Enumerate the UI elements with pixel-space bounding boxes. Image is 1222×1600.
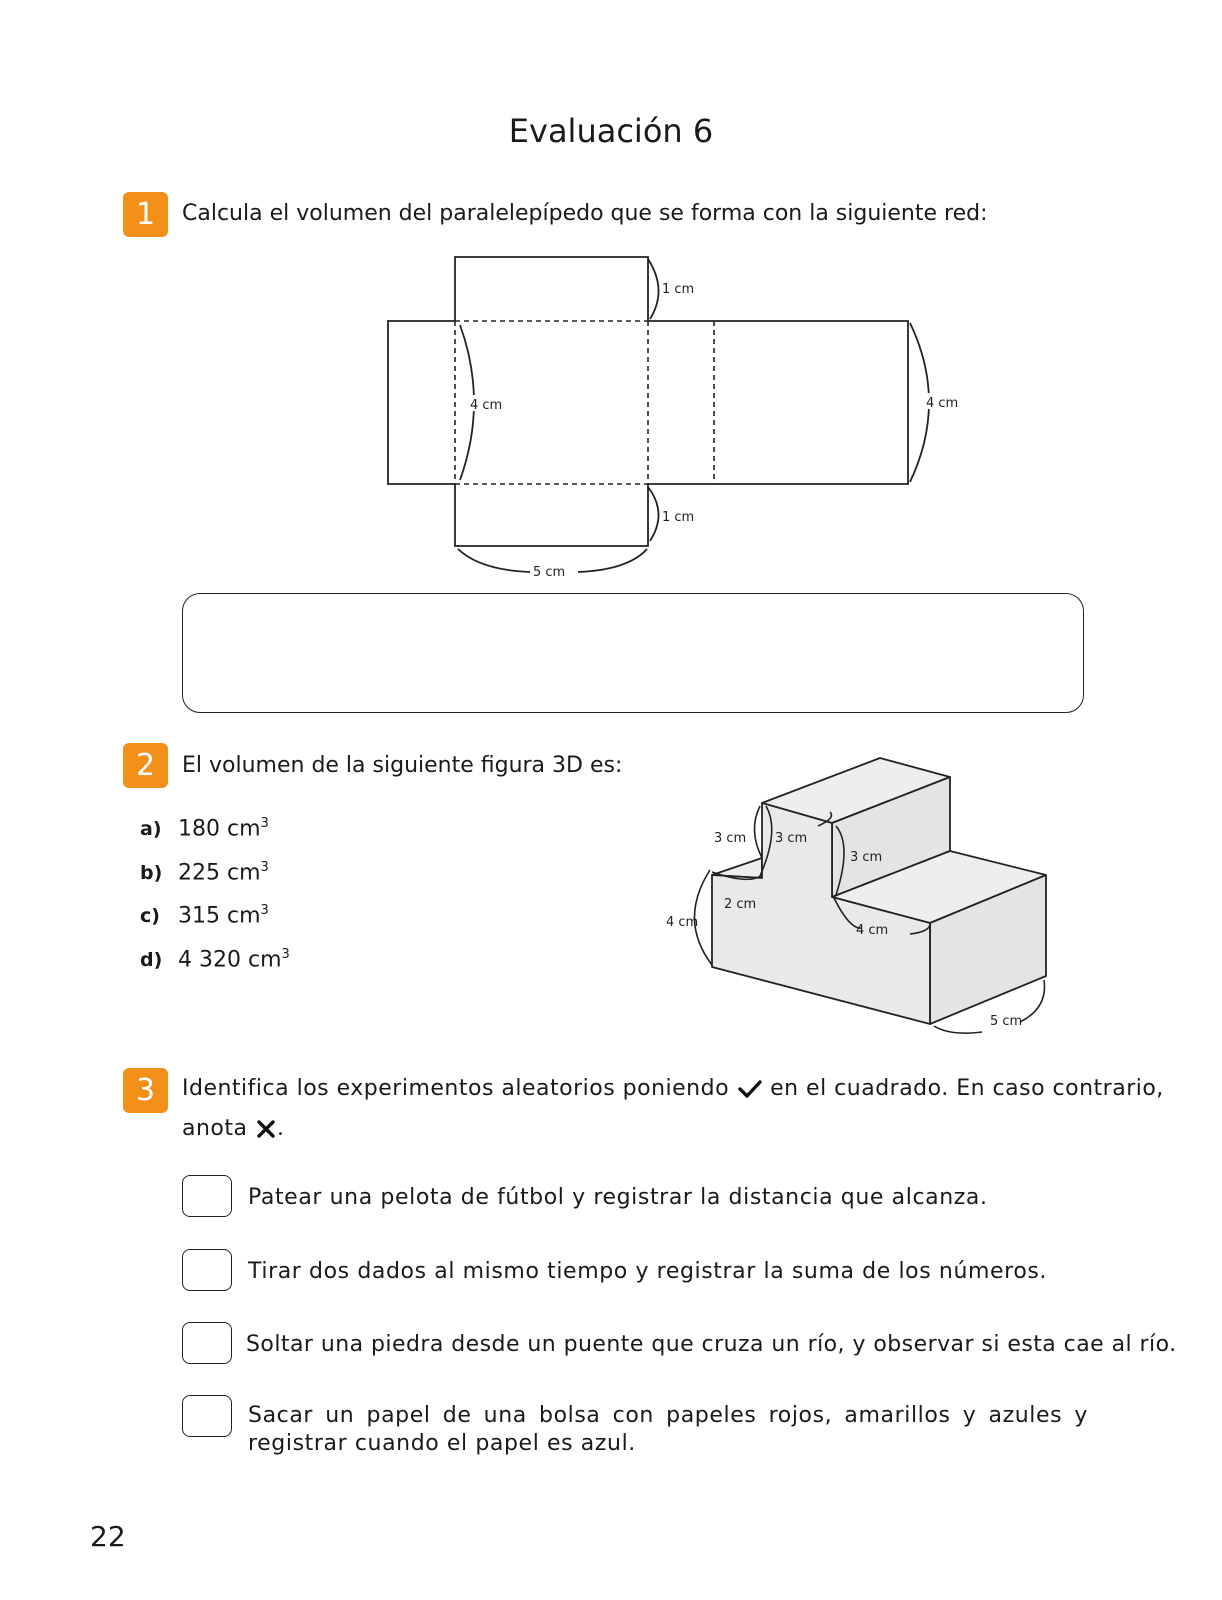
option-a-value: 180 cm [178,816,261,842]
option-b-exp: 3 [260,860,269,875]
net-label-top-height: 1 cm [662,282,695,297]
question-1-badge: 1 [123,192,168,237]
option-c-value: 315 cm [178,903,261,929]
option-c-letter: c) [140,905,160,928]
cross-icon [255,1118,277,1140]
option-b-letter: b) [140,862,163,885]
fig-label-5: 4 cm [666,915,699,930]
checkbox-item-1[interactable] [182,1175,232,1217]
option-d-letter: d) [140,949,163,972]
net-label-bottom-height: 1 cm [662,510,695,525]
option-b-value: 225 cm [178,860,261,886]
item-1-text: Patear una pelota de fútbol y registrar la distancia que alcanza. [248,1185,988,1210]
option-a-exp: 3 [260,816,269,831]
page-number: 22 [90,1520,126,1553]
checkbox-item-2[interactable] [182,1249,232,1291]
option-d-value: 4 320 cm [178,947,282,973]
fig-label-4: 2 cm [724,897,757,912]
fig-label-7: 5 cm [990,1014,1023,1029]
question-3-text-part3: anota [182,1116,248,1141]
question-3-text-line2 [182,1116,285,1141]
page-title: Evaluación 6 [508,112,714,150]
question-3-badge: 3 [123,1068,168,1113]
fig-label-6: 4 cm [856,923,889,938]
item-2-text: Tirar dos dados al mismo tiempo y registrar la suma de los números. [248,1259,1048,1284]
fig-label-3: 3 cm [850,850,883,865]
option-d-exp: 3 [281,947,290,962]
question-2-badge: 2 [123,743,168,788]
option-c-exp: 3 [260,903,269,918]
item-3-text: Soltar una piedra desde un puente que cruza un río, y observar si esta cae al río. [246,1332,1177,1357]
net-label-bottom-width: 5 cm [533,565,566,580]
question-3-text-line1 [182,1076,1164,1101]
question-2-text: El volumen de la siguiente figura 3D es: [182,753,623,778]
checkbox-item-4[interactable] [182,1395,232,1437]
fig-label-1: 3 cm [714,831,747,846]
net-label-right-height: 4 cm [926,396,959,411]
question-3-text-part4: . [277,1116,285,1141]
net-label-left-height: 4 cm [470,398,503,413]
question-3-text-part1: Identifica los experimentos aleatorios poniendo [182,1076,730,1101]
checkbox-item-3[interactable] [182,1322,232,1364]
question-1-text: Calcula el volumen del paralelepípedo que se forma con la siguiente red: [182,201,988,226]
check-icon [737,1078,763,1100]
question-3-text-part2: en el cuadrado. En caso contrario, [770,1076,1164,1101]
item-4-text: Sacar un papel de una bolsa con papeles rojos, amarillos y azules y registrar cuando el papel es azul. [248,1403,1088,1456]
fig-label-2: 3 cm [775,831,808,846]
option-a-letter: a) [140,818,162,841]
